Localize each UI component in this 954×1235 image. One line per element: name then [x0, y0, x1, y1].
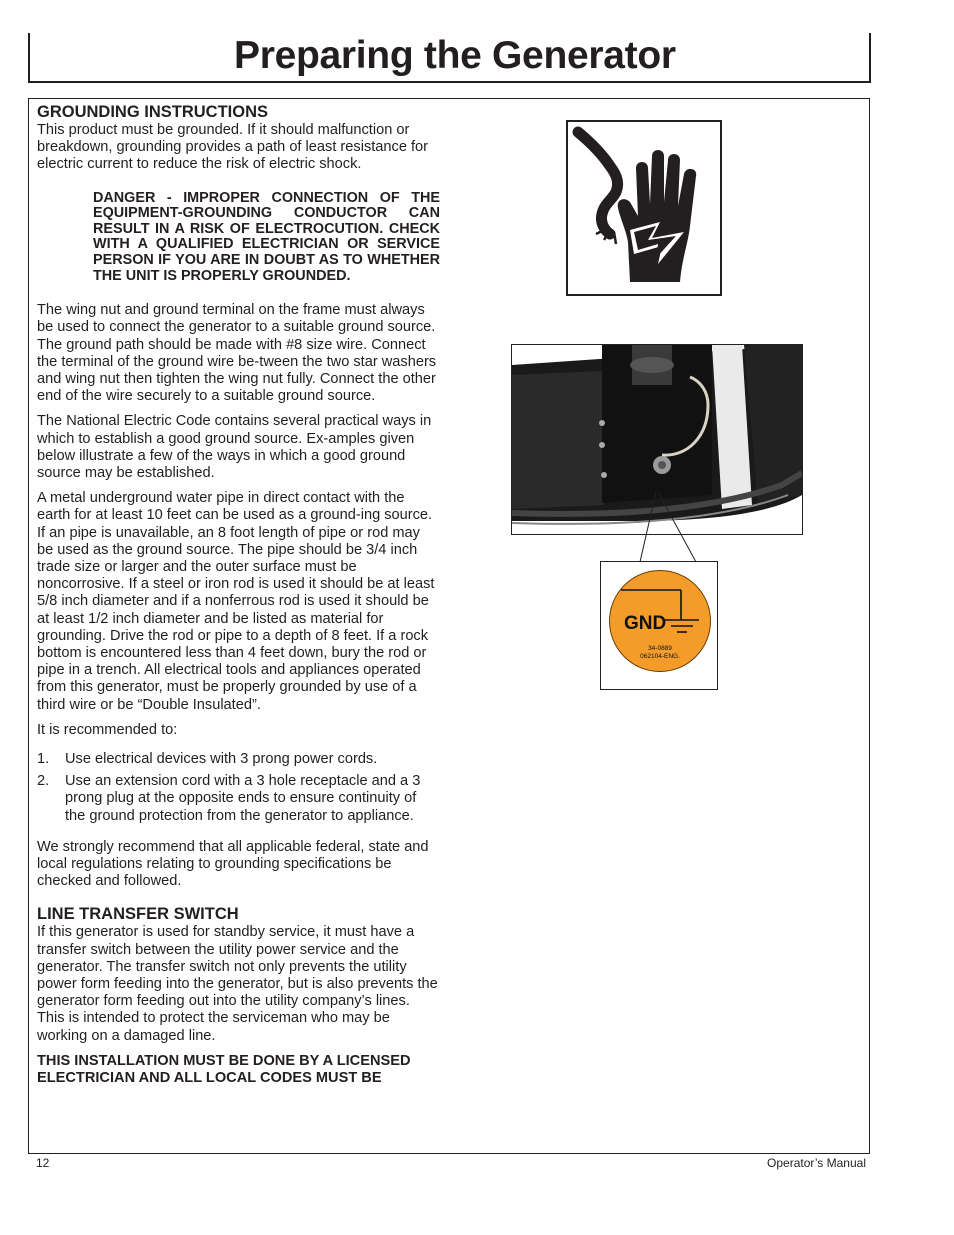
gnd-revision: 062104-ENG. [640, 653, 680, 660]
text-column [37, 102, 440, 1095]
list-text: Use an extension cord with a 3 hole receptacle and a 3 prong plug at the opposite ends to ensure continuity of the ground protection from the generator to appliance. [65, 773, 421, 824]
grounding-heading: GROUNDING INSTRUCTIONS [37, 103, 268, 121]
gnd-part-number: 34-0889 [648, 645, 672, 652]
paragraph-recommended: It is recommended to: [37, 721, 178, 738]
list-item [37, 751, 440, 768]
danger-notice: DANGER - IMPROPER CONNECTION OF THE EQUIPMENT-GROUNDING CONDUCTOR CAN RESULT IN A RISK OF ELECTROCUTION. CHECK WITH A QUALIFIED ELECTRICIAN OR SERVICE PERSON IF YOU ARE IN DOUBT AS TO WHETHER THE UNIT IS PROPERLY GROUNDED. [93, 189, 440, 284]
list-text: Use electrical devices with 3 prong power cords. [65, 751, 378, 768]
paragraph-water-pipe: A metal underground water pipe in direct contact with the earth for at least 10 feet can be used as a ground-ing source. If an pipe is unavailable, an 8 foot length of pipe or rod may be used as the ground source. The pipe should be 3/4 inch trade size or larger and the outer surface must be noncorrosive. If a steel or iron rod is used it should be at least 5/8 inch diameter and if a nonferrous rod is used it should be at least 1/2 inch diameter and be listed as material for grounding. Drive the rod or pipe to a depth of 8 feet. If a rock bottom is encountered less than 4 feet down, bury the rod or pipe in a trench. All electrical tools and appliances operated from this generator, must be properly grounded by use of a third wire or be “Double Insulated”. [37, 490, 435, 713]
gnd-label-circle [609, 570, 711, 672]
paragraph-wing-nut: The wing nut and ground terminal on the frame must always be used to connect the generator to a suitable ground source. The ground path should be made with #8 size wire. Connect the terminal of the ground wire be-tween the two star washers and wing nut then tighten the wing nut fully. Connect the other end of the wire securely to a suitable ground source. [37, 302, 437, 405]
gnd-text: GND [624, 613, 667, 634]
grounding-intro: This product must be grounded. If it should malfunction or breakdown, grounding provides a path of least resistance for electric current to reduce the risk of electric shock. [37, 122, 429, 173]
page-title: Preparing the Generator [234, 34, 676, 77]
paragraph-transfer: If this generator is used for standby service, it must have a transfer switch between the utility power service and the generator. The transfer switch not only prevents the utility power form feeding into the generator, but is also prevents the generator form feeding out into the utility company’s lines. This is intended to protect the serviceman who may be working on a damaged line. [37, 924, 438, 1044]
list-number: 1. [37, 751, 50, 768]
gnd-label [600, 561, 718, 690]
manual-name: Operator’s Manual [767, 1156, 866, 1170]
title-box [28, 33, 871, 83]
list-number: 2. [37, 773, 50, 790]
transfer-heading: LINE TRANSFER SWITCH [37, 905, 239, 924]
callout-lines [600, 490, 720, 570]
list-item [37, 773, 440, 825]
shock-warning-pictogram [566, 120, 722, 296]
paragraph-regulations: We strongly recommend that all applicable federal, state and local regulations relating to grounding specifications be checked and followed. [37, 838, 429, 890]
paragraph-licensed: THIS INSTALLATION MUST BE DONE BY A LICENSED ELECTRICIAN AND ALL LOCAL CODES MUST BE [37, 1052, 411, 1087]
recommendation-list [37, 751, 440, 825]
paragraph-nec: The National Electric Code contains several practical ways in which to establish a good ground source. Ex-amples given below illustrate a few of the ways in which a good ground source may be established. [37, 413, 432, 481]
shock-hand-icon [568, 122, 720, 294]
page-number: 12 [36, 1156, 50, 1170]
